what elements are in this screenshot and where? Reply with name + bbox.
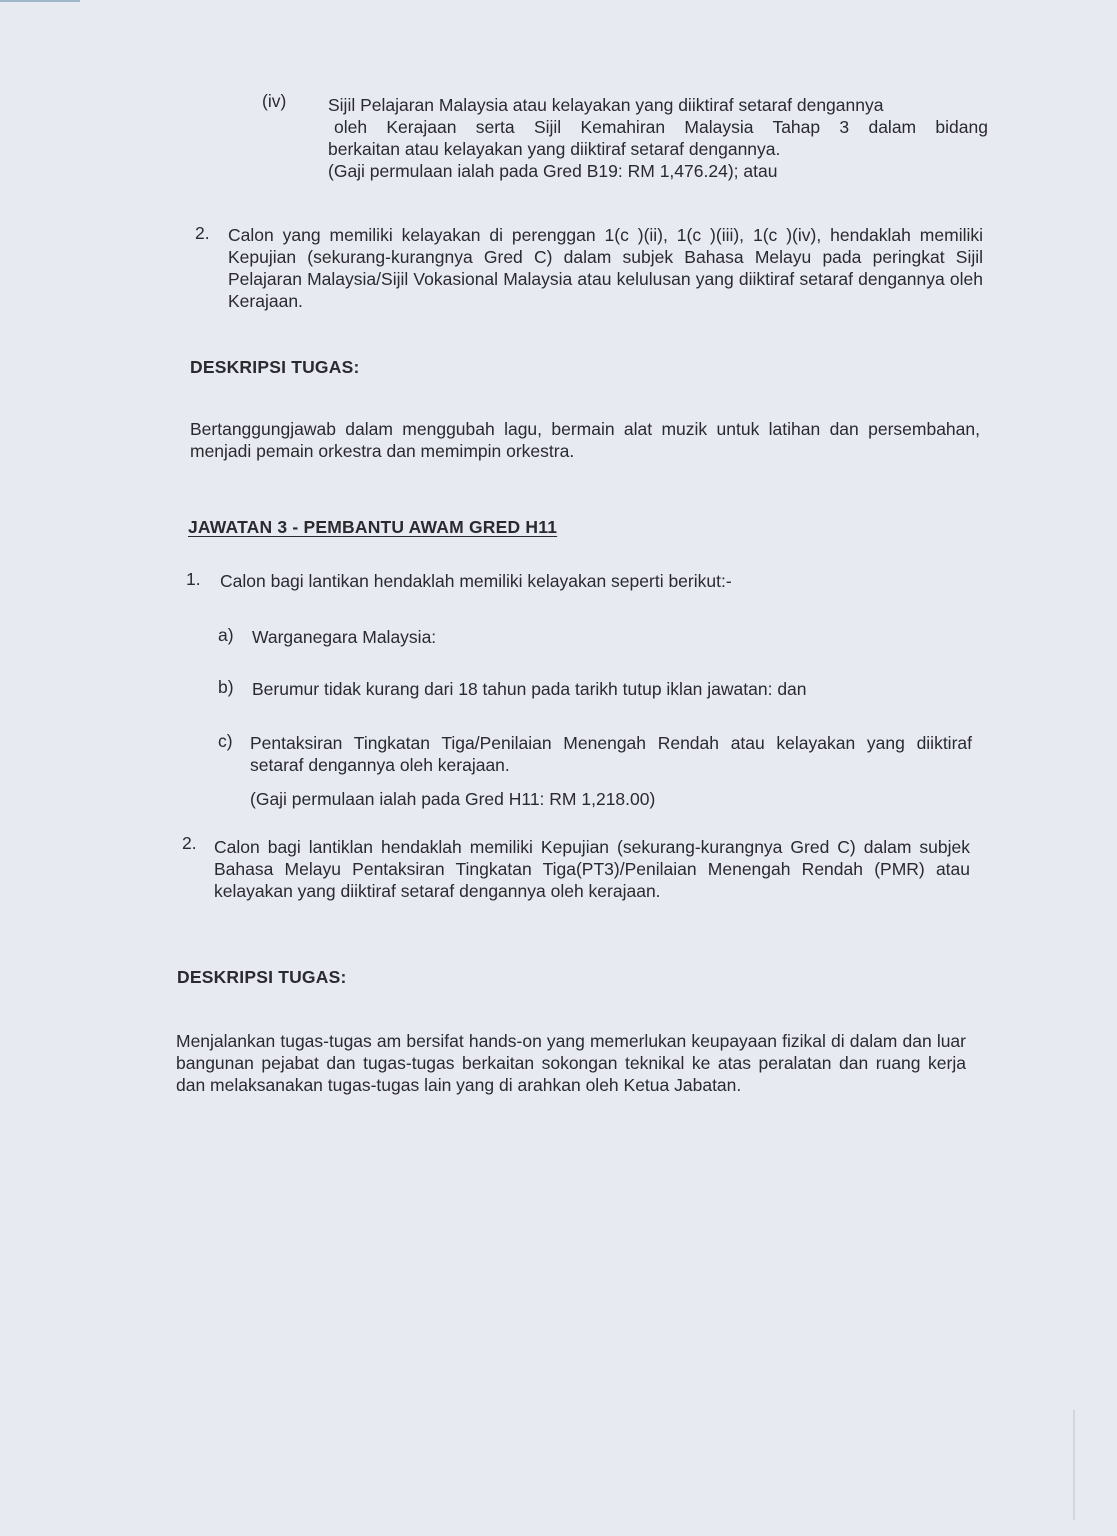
item-1-text: Calon bagi lantikan hendaklah memiliki kelayakan seperti berikut:- [220,571,732,591]
item-iv-text [328,94,988,182]
scan-edge-mark [0,0,80,2]
sub-item-marker: b) [218,677,234,697]
item-1-marker: 1. [186,569,201,589]
item-2-text: Calon yang memiliki kelayakan di perenggan 1(c )(ii), 1(c )(iii), 1(c )(iv), hendaklah memiliki Kepujian (sekurang-kurangnya Gred C) dalam subjek Bahasa Melayu pada peringkat Sijil Pelajaran Malaysia/Sijil Vokasional Malaysia atau kelulusan yang diiktiraf setaraf dengannya oleh Kerajaan. [228,225,983,311]
sub-item-text: Pentaksiran Tingkatan Tiga/Penilaian Menengah Rendah atau kelayakan yang diiktiraf setaraf dengannya oleh kerajaan. [250,733,972,775]
position-title: JAWATAN 3 - PEMBANTU AWAM GRED H11 [188,517,558,537]
salary-note: (Gaji permulaan ialah pada Gred H11: RM 1,218.00) [250,789,656,809]
scan-edge-mark [1073,1410,1075,1520]
sub-item-marker: c) [218,731,233,751]
item-iv-line: oleh Kerajaan serta Sijil Kemahiran Malaysia Tahap 3 dalam bidang [334,117,988,137]
sub-item-marker: a) [218,625,234,645]
item-iv-line: (Gaji permulaan ialah pada Gred B19: RM 1,476.24); atau [328,161,778,181]
description-text: Menjalankan tugas-tugas am bersifat hands-on yang memerlukan keupayaan fizikal di dalam dan luar bangunan pejabat dan tugas-tugas berkaitan sokongan teknikal ke atas peralatan dan ruang kerja dan melaksanakan tugas-tugas lain yang di arahkan oleh Ketua Jabatan. [176,1031,966,1095]
section-heading: DESKRIPSI TUGAS: [190,357,360,377]
item-2-marker: 2. [182,833,197,853]
sub-item-text: Berumur tidak kurang dari 18 tahun pada tarikh tutup iklan jawatan: dan [252,679,807,699]
section-heading: DESKRIPSI TUGAS: [177,967,347,987]
item-iv-line: Sijil Pelajaran Malaysia atau kelayakan yang diiktiraf setaraf dengannya [328,95,884,115]
item-iv-marker: (iv) [262,91,287,111]
sub-item-text: Warganegara Malaysia: [252,627,437,647]
item-2-text: Calon bagi lantiklan hendaklah memiliki Kepujian (sekurang-kurangnya Gred C) dalam subjek Bahasa Melayu Pentaksiran Tingkatan Tiga(PT3)/Penilaian Menengah Rendah (PMR) atau kelayakan yang diiktiraf setaraf dengannya oleh kerajaan. [214,837,970,901]
item-iv-line: berkaitan atau kelayakan yang diiktiraf setaraf dengannya. [328,139,781,159]
item-2-marker: 2. [195,223,210,243]
description-text: Bertanggungjawab dalam menggubah lagu, bermain alat muzik untuk latihan dan persembahan, menjadi pemain orkestra dan memimpin orkestra. [190,419,980,461]
